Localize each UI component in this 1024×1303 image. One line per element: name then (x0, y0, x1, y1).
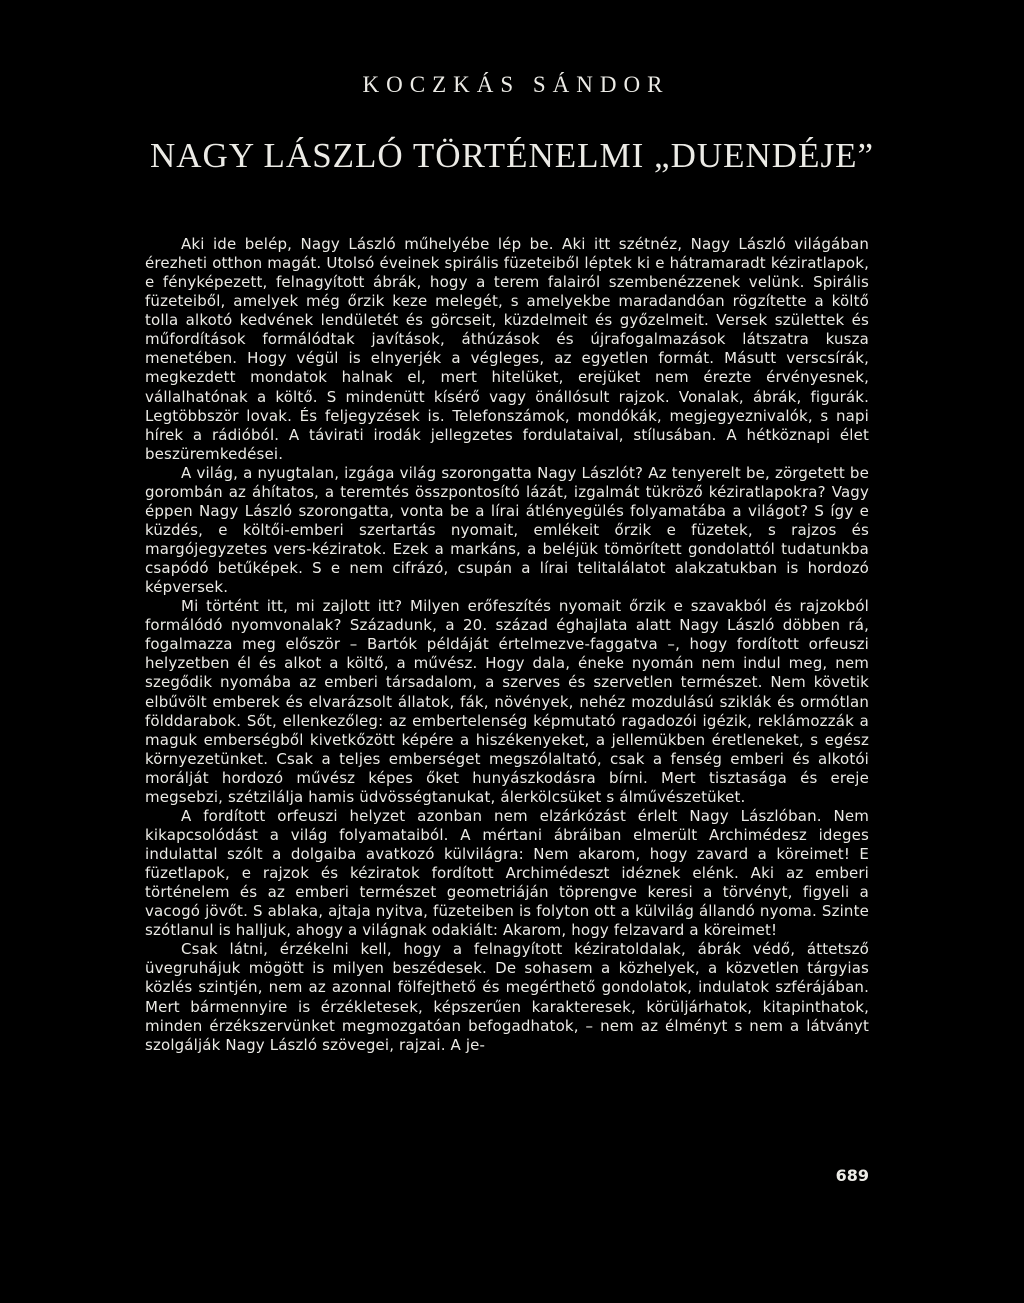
paragraph: Csak látni, érzékelni kell, hogy a felnagyított kéziratoldalak, ábrák védő, áttetsző üvegruhájuk mögött is milyen beszédesek. De sohasem a közhelyek, a közvetlen tárgyias közlés szintjén, nem az azonnal fölfejthető és megérthető gondolatok, indulatok szférájában. Mert bármennyire is érzékletesek, képszerűen karakteresek, körüljárhatok, kitapinthatok, minden érzékszervünket megmozgatóan befogadhatok, – nem az élményt s nem a látványt szolgálják Nagy László szövegei, rajzai. A je- (145, 940, 869, 1054)
paragraph: Mi történt itt, mi zajlott itt? Milyen erőfeszítés nyomait őrzik e szavakból és rajzokból formálódó nyomvonalak? Századunk, a 20. század éghajlata alatt Nagy László döbben rá, fogalmazza meg először – Bartók példáját értelmezve-faggatva –, hogy fordított orfeuszi helyzetben él és alkot a költő, a művész. Hogy dala, éneke nyomán nem indul meg, nem szegődik nyomába az emberi társadalom, a szerves és szervetlen természet. Nem követik elbűvölt emberek és elvarázsolt állatok, fák, növények, nehéz mozdulású sziklák és ormótlan földdarabok. Sőt, ellenkezőleg: az embertelenség képmutató ragadozói igézik, reklámozzák a maguk emberségből kivetkőzött képére a hiszékenyeket, a jellemükben éretleneket, s egész környezetünket. Csak a teljes emberséget megszólaltató, csak a fenség emberi és alkotói morálját hordozó művész képes őket hunyászkodásra bírni. Mert tisztasága és ereje megsebzi, szétzilálja hamis üdvösségtanukat, álerkölcsüket s álművészetüket. (145, 597, 869, 806)
paragraph: A világ, a nyugtalan, izgága világ szorongatta Nagy Lászlót? Az tenyerelt be, zörgetett be gorombán az áhítatos, a teremtés összpontosító lázát, izgalmát tükröző kéziratlapokra? Vagy éppen Nagy László szorongatta, vonta be a lírai átlényegülés folyamatába a világot? S így e küzdés, e költői-emberi szertartás nyomait, emlékeit őrzik e füzetek, s rajzos és margójegyzetes vers-kéziratok. Ezek a markáns, a beléjük tömörített gondolattól tudatunkba csapódó betűképek. S e nem cifrázó, csupán a lírai telitalálatot alakzatukban is hordozó képversek. (145, 463, 869, 597)
paragraph: A fordított orfeuszi helyzet azonban nem elzárkózást érlelt Nagy Lászlóban. Nem kikapcsolódást a világ folyamataiból. A mértani ábráiban elmerült Archimédesz ideges indulattal szólt a dolgaiba avatkozó külvilágra: Nem akarom, hogy zavard a köreimet! E füzetlapok, e rajzok és kéziratok fordított Archimédeszt idéznek elénk. Aki az emberi történelem és az emberi természet geometriáján töprengve keresi a törvényt, figyeli a vacogó jövőt. S ablaka, ajtaja nyitva, füzeteiben is folyton ott a külvilág állandó nyoma. Szinte szótlanul is halljuk, ahogy a világnak odakiált: Akarom, hogy felzavard a köreimet! (145, 806, 869, 940)
paragraph: Aki ide belép, Nagy László műhelyébe lép be. Aki itt szétnéz, Nagy László világában érezheti otthon magát. Utolsó éveinek spirális füzeteiből léptek ki e hátramaradt kéziratlapok, e fényképezett, felnagyított ábrák, hogy a terem falairól szembenézzenek velünk. Spirális füzeteiből, amelyek még őrzik keze melegét, s amelyekbe maradandóan rögzítette a költő tolla alkotó kedvének lendületét és görcseit, küzdelmeit és győzelmeit. Versek születtek és műfordítások formálódtak javítások, áthúzások és újrafogalmazások látszatra kusza menetében. Hogy végül is elnyerjék a végleges, az egyetlen formát. Másutt verscsírák, megkezdett mondatok halnak el, mert hitelüket, erejüket nem érezte érvényesnek, vállalhatónak a költő. S mindenütt kísérő vagy önállósult rajzok. Vonalak, ábrák, figurák. Legtöbbször lovak. És feljegyzések is. Telefonszámok, mondókák, megjegyeznivalók, s napi hírek a rádióból. A távirati irodák jellegzetes fordulataival, stílusában. A hétköznapi élet beszüremkedései. (145, 235, 869, 463)
page-number: 689 (835, 1166, 869, 1185)
article-body (145, 235, 869, 1055)
author-name: KOCZKÁS SÁNDOR (362, 72, 670, 97)
article-title: NAGY LÁSZLÓ TÖRTÉNELMI „DUENDÉJE” (150, 136, 874, 175)
